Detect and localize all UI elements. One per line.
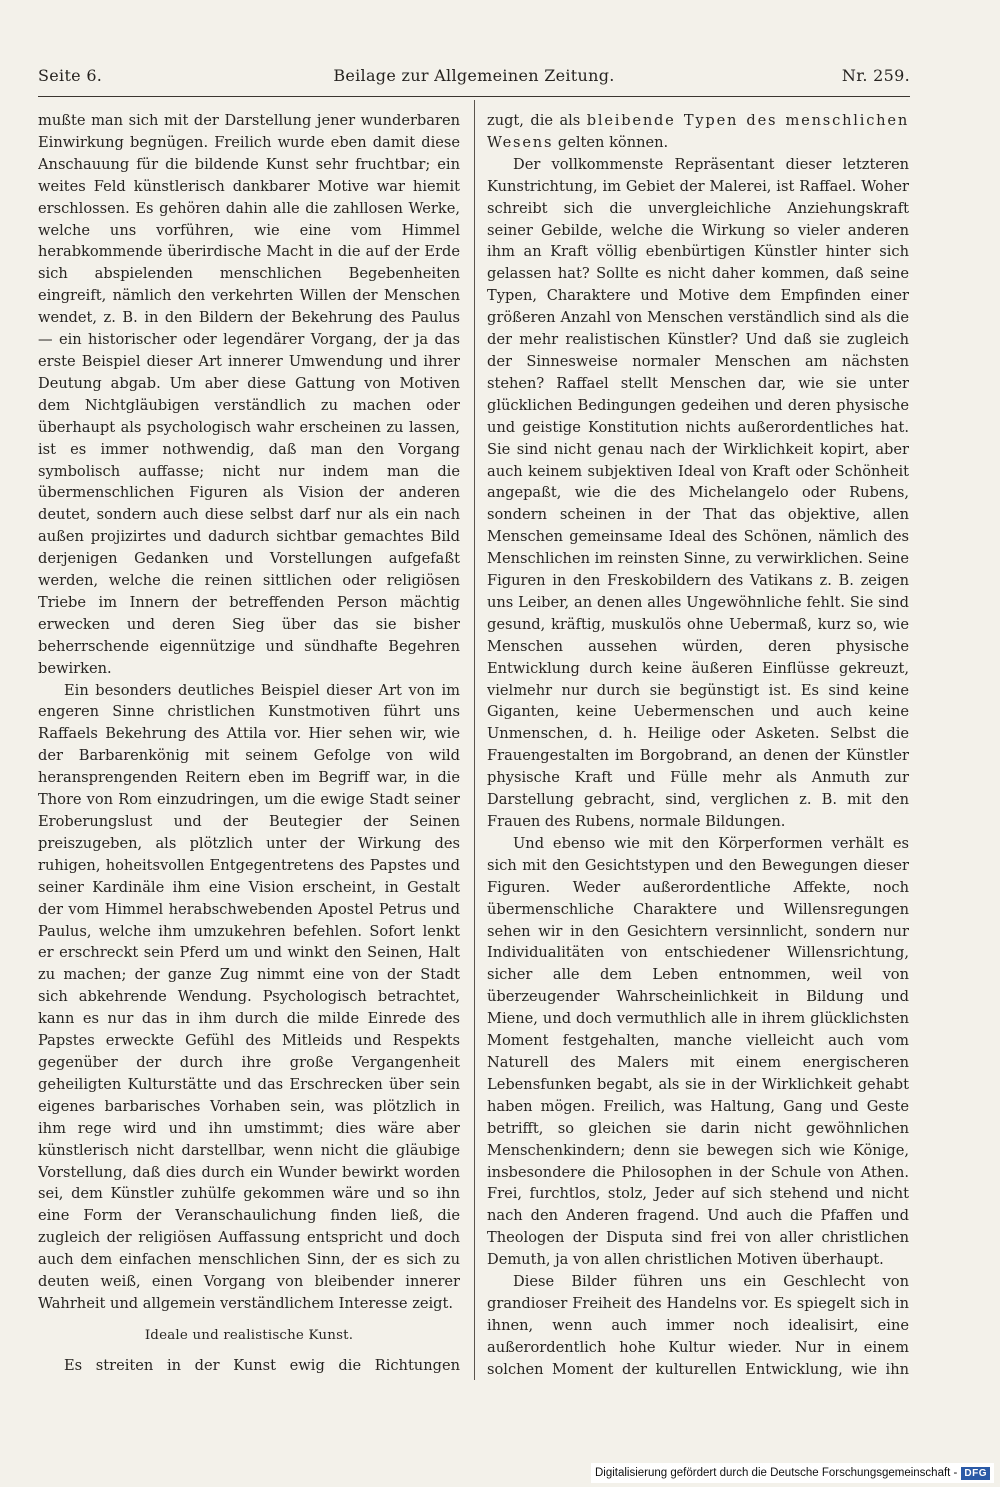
text-fragment: zugt, die als <box>487 112 581 129</box>
issue-number: Nr. 259. <box>841 66 910 85</box>
paragraph: Der vollkommenste Repräsentant dieser letzteren Kunstrichtung, im Gebiet der Malerei, ist Raffael. Woher schreibt sich die unvergleichliche Anziehungskraft seiner Gebilde, welche die Wirkung so vieler anderen ihm an Kraft völlig ebenbürtigen Künstler hinter sich gelassen hat? Sollte es nicht daher kommen, daß seine Typen, Charaktere und Motive dem Empfinden einer größeren Anzahl von Menschen verständlich sind als die der mehr realistischen Künstler? Und daß sie zugleich der Sinnesweise normaler Menschen am nächsten stehen? Raffael stellt Menschen dar, wie sie unter glücklichen Bedingungen gedeihen und deren physische und geistige Konstitution nichts außerordentliches hat. Sie sind nicht genau nach der Wirklichkeit kopirt, aber auch keinem subjektiven Ideal von Kraft oder Schönheit angepaßt, wie die des Michelangelo oder Rubens, sondern scheinen in der That das objektive, allen Menschen gemeinsame Ideal des Schönen, nämlich des Menschlichen im reinsten Sinne, zu verwirklichen. Seine Figuren in den Freskobildern des Vatikans z. B. zeigen uns Leiber, an denen alles Ungewöhnliche fehlt. Sie sind gesund, kräftig, muskulös ohne Uebermaß, kurz so, wie Menschen aussehen würden, deren physische Entwicklung durch keine äußeren Einflüsse gekreuzt, vielmehr nur durch sie begünstigt ist. Es sind keine Giganten, keine Uebermenschen und auch keine Unmenschen, d. h. Heilige oder Asketen. Selbst die Frauengestalten im Borgobrand, an denen der Künstler physische Kraft und Fülle mehr als Anmuth zur Darstellung gebracht, sind, verglichen z. B. mit den Frauen des Rubens, normale Bildungen. <box>487 155 909 830</box>
text-fragment: gelten können. <box>557 133 669 151</box>
paragraph: Ein besonders deutliches Beispiel dieser Art von im engeren Sinne christlichen Kunstmotiven führt uns Raffaels Bekehrung des Attila vor. Hier sehen wir, wie der Barbarenkönig mit seinem Gefolge von wild heransprengenden Reitern eben im Begriff war, in die Thore von Rom einzudringen, um die ewige Stadt seiner Eroberungslust und der Beutegier der Seinen preiszugeben, als plötzlich unter der Wirkung des ruhigen, hoheitsvollen Entgegentretens des Papstes und seiner Kardinäle ihm eine Vision erscheint, in Gestalt der vom Himmel herabschwebenden Apostel Petrus und Paulus, welche ihm umzukehren befehlen. Sofort lenkt er erschreckt sein Pferd um und winkt den Seinen, Halt zu machen; der ganze Zug nimmt eine von der Stadt sich abkehrende Wendung. Psychologisch betrachtet, kann es nur das in ihm durch die milde Einrede des Papstes erweckte Gefühl des Mitleids und Respekts gegenüber der durch ihre große Vergangenheit geheiligten Kulturstätte und das Erschrecken über sein eigenes barbarisches Vorhaben sein, was plötzlich in ihm rege wird und ihn umstimmt; dies wäre aber künstlerisch nicht darstellbar, wenn nicht die gläubige Vorstellung, daß dies durch ein Wunder bewirkt worden sei, dem Künstler zuhülfe gekommen wäre und so ihn eine Form der Veranschaulichung finden ließ, die zugleich der religiösen Auffassung entspricht und doch auch dem einfachen menschlichen Sinn, der es sich zu deuten weiß, einen Vorgang von bleibender innerer Wahrheit und allgemein verständlichem Interesse zeigt. <box>38 681 460 1312</box>
paragraph: Diese Bilder führen uns ein Geschlecht von grandioser Freiheit des Handelns vor. Es spiegelt sich in ihnen, wenn auch immer noch idealisirt, eine außerordentlich hohe Kultur wieder. Nur in einem solchen Moment der kulturellen Entwicklung, wie ihn <box>487 1273 909 1378</box>
section-heading: Ideale und realistische Kunst. <box>144 1327 354 1343</box>
paragraph: mußte man sich mit der Darstellung jener wunderbaren Einwirkung begnügen. Freilich wurde eben damit diese Anschauung für die bildende Kunst sehr fruchtbar; ein weites Feld künstlerisch dankbarer Motive war hiemit erschlossen. Es gehören dahin alle die zahllosen Werke, welche uns vorführen, wie eine vom Himmel herabkommende überirdische Macht in die auf der Erde sich abspielenden menschlichen Begebenheiten eingreift, nämlich den verkehrten Willen der Menschen wendet, z. B. in den Bildern der Bekehrung des Paulus — ein historischer oder legendärer Vorgang, der ja das erste Beispiel dieser Art innerer Umwendung und ihrer Deutung abgab. Um aber diese Gattung von Motiven dem Nichtgläubigen verständlich zu machen oder überhaupt als psychologisch wahr erscheinen zu lassen, ist es immer nothwendig, daß man den Vorgang symbolisch auffasse; nicht nur indem man die übermenschlichen Figuren als Vision der anderen deutet, sondern auch diese selbst darf nur als ein nach außen projizirtes und dadurch sichtbar gemachtes Bild derjenigen Gedanken und Vorstellungen aufgefaßt werden, welche die reinen sittlichen oder religiösen Triebe im Innern der betreffenden Person mächtig erwecken und deren Sieg über das sie bisher beherrschende eigennützige und sündhafte Begehren bewirken. <box>38 112 460 677</box>
emphasized-text: bleibende Typen des menschlichen Wesens <box>487 112 909 151</box>
page-number: Seite 6. <box>38 66 103 85</box>
publication-title: Beilage zur Allgemeinen Zeitung. <box>333 66 615 85</box>
left-column <box>38 110 460 1380</box>
paragraph: Und ebenso wie mit den Körperformen verhält es sich mit den Gesichtstypen und den Bewegungen dieser Figuren. Weder außerordentliche Affekte, noch übermenschliche Charaktere und Willensregungen sehen wir in den Gesichtern versinnlicht, sondern nur Individualitäten von entschiedener Willensrichtung, sicher alle dem Leben entnommen, weil von überzeugender Wahrscheinlichkeit in Bildung und Miene, und doch vermuthlich alle in ihrem glücklichsten Moment festgehalten, manche vielleicht auch vom Naturell des Malers mit einem energischeren Lebensfunken begabt, als sie in der Wirklichkeit gehabt haben mögen. Freilich, was Haltung, Gang und Geste betrifft, so gleichen sie darin nicht gewöhnlichen Menschenkindern; denn sie bewegen sich wie Könige, insbesondere die Philosophen in der Schule von Athen. Frei, furchtlos, stolz, Jeder auf sich stehend und nicht nach den Anderen fragend. Und auch die Pfaffen und Theologen der Disputa sind frei von aller christlichen Demuth, ja von allen christlichen Motiven überhaupt. <box>487 834 909 1269</box>
paragraph <box>487 110 909 154</box>
right-column <box>487 110 909 1380</box>
column-divider <box>474 100 475 1380</box>
header-rule <box>38 96 910 97</box>
digitization-footer <box>591 1463 994 1483</box>
footer-text: Digitalisierung gefördert durch die Deutsche Forschungsgemeinschaft - <box>594 1467 958 1479</box>
page-header <box>38 66 910 92</box>
dfg-logo[interactable]: DFG <box>961 1467 990 1480</box>
paragraph: Es streiten in der Kunst ewig die Richtungen <box>64 1356 460 1374</box>
